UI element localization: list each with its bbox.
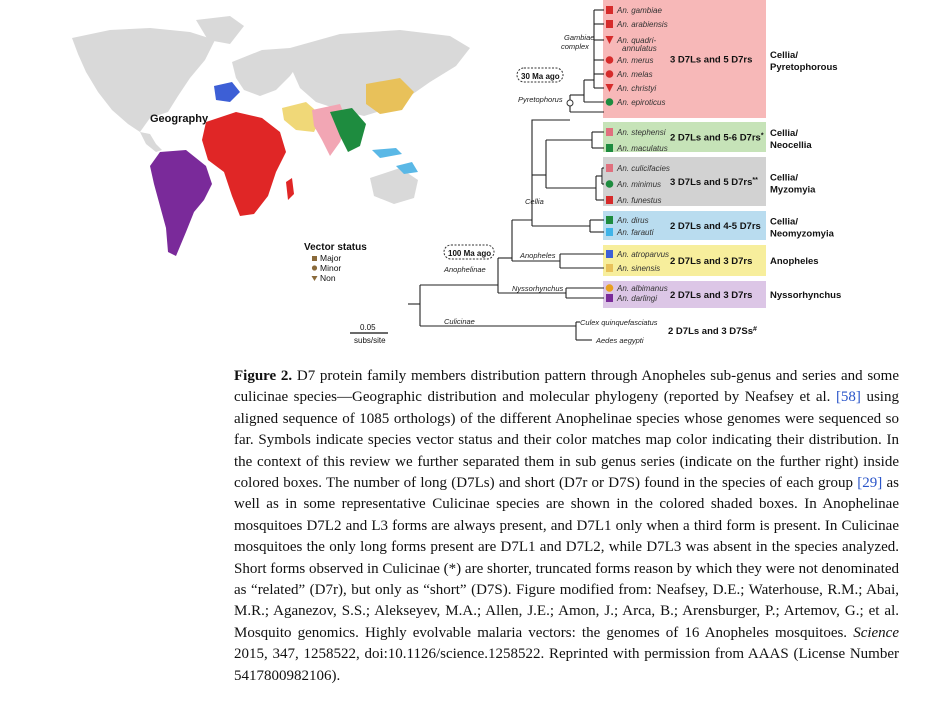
scale-bar-unit: subs/site — [354, 336, 386, 345]
scale-bar-value: 0.05 — [360, 323, 376, 332]
figure-panel — [0, 0, 948, 360]
group-counts: 2 D7Ls and 3 D7rs — [670, 290, 753, 301]
vector-status-non: Non — [320, 273, 336, 283]
species-name: An. atroparvus — [617, 250, 670, 259]
species-status-icon — [606, 70, 614, 78]
species-status-icon — [606, 6, 613, 14]
group-label: Cellia/ — [770, 172, 798, 184]
vector-status-minor: Minor — [320, 263, 342, 273]
species-name: An. albimanus — [617, 284, 668, 293]
group-counts-mark: ** — [752, 177, 758, 184]
map-europe-range — [214, 82, 240, 102]
ma100-label: 100 Ma ago — [448, 249, 492, 258]
group-counts: 2 D7Ls and 3 D7rs — [670, 256, 753, 267]
pyretophorus-node-label: Pyretophorus — [518, 95, 563, 104]
minor-circle-icon — [312, 265, 317, 270]
ma30-label: 30 Ma ago — [521, 72, 560, 81]
species-name: An. christyi — [617, 84, 657, 93]
species-name: An. sinensis — [617, 264, 661, 273]
species-name: An. quadri- — [617, 36, 657, 45]
caption-text-4: 2015, 347, 1258522, doi:10.1126/science.1258522. Reprinted with permission from AAAS (License Number 5417800982106). — [234, 646, 899, 684]
non-triangle-icon — [312, 276, 318, 281]
species-status-icon — [606, 144, 613, 152]
group-counts: 3 D7Ls and 5 D7rs** — [670, 177, 758, 188]
map-europe-base — [232, 48, 300, 96]
species-status-icon — [606, 284, 614, 292]
species-name: An. gambiae — [617, 6, 662, 15]
pyretophorus-node — [567, 100, 573, 106]
caption-text-2: using aligned sequence of 1085 orthologs) of the different Anophelinae species whose genomes were sequenced so far. Symbols indicate species vector status and their color matches map color indicating their distribution. In the context of this review we further separated them in sub genus series (indicate on the further right) inside colored boxes. The number of long (D7Ls) and short (D7r or D7S) found in the species of each group — [234, 389, 899, 492]
caption-text-1: D7 protein family members distribution pattern through Anopheles sub-genus and series and some culicinae species—Geographic distribution and molecular phylogeny (reported by Neafsey et al. — [234, 368, 899, 406]
vector-status-title: Vector status — [304, 242, 367, 253]
species-name: An. arabiensis — [617, 20, 668, 29]
map-south-america — [150, 150, 212, 256]
cellia-node-label: Cellia — [525, 197, 544, 206]
species-name: An. culicifacies — [617, 164, 670, 173]
group-label: Cellia/ — [770, 50, 798, 61]
vector-status-major: Major — [320, 253, 342, 263]
species-name: An. dirus — [617, 216, 649, 225]
species-name-cont: annulatus — [622, 44, 657, 53]
outgroup-aedes: Aedes aegypti — [596, 336, 644, 345]
map-africa — [202, 112, 286, 216]
species-name: An. stephensi — [617, 128, 666, 137]
vector-status-legend — [304, 242, 367, 283]
group-counts: 2 D7Ls and 5-6 D7rs* — [670, 132, 764, 144]
group-label: Neocellia — [770, 140, 812, 151]
culicinae-node-label: Culicinae — [444, 317, 475, 326]
species-status-icon — [606, 128, 613, 136]
map-central-america — [140, 132, 162, 152]
species-status-icon — [606, 98, 614, 106]
species-name: An. funestus — [617, 196, 662, 205]
species-status-icon — [606, 196, 613, 204]
group-label: Anopheles — [770, 256, 819, 267]
species-status-icon — [606, 20, 613, 28]
species-name: An. merus — [617, 56, 654, 65]
group-counts-mark: * — [760, 132, 764, 140]
species-status-icon — [606, 216, 613, 224]
group-label: Myzomyia — [770, 184, 816, 196]
caption-ref-58[interactable]: [58] — [835, 389, 861, 406]
map-madagascar — [286, 178, 294, 200]
species-name: An. maculatus — [617, 144, 668, 153]
group-label: Cellia/ — [770, 216, 798, 228]
major-square-icon — [312, 256, 317, 261]
species-status-icon — [606, 264, 613, 272]
figure-caption — [234, 366, 899, 687]
species-name: An. minimus — [617, 180, 662, 189]
species-status-icon — [606, 294, 613, 302]
world-map — [72, 16, 470, 256]
nyssorhynchus-node-label: Nyssorhynchus — [512, 284, 564, 293]
group-label: Neomyzomyia — [770, 228, 834, 240]
group-label: Pyretophorous — [770, 62, 838, 73]
group-counts: 2 D7Ls and 4-5 D7rs — [670, 221, 761, 232]
species-status-icon — [606, 164, 613, 172]
species-status-icon — [606, 56, 614, 64]
species-status-icon — [606, 180, 614, 188]
group-label: Cellia/ — [770, 128, 798, 139]
species-name: An. farauti — [617, 228, 654, 237]
caption-text-3: as well as in some representative Culicinae species are shown in the colored shaded boxes. In Anophelinae mosquitoes D7L2 and L3 forms are always present, and D7L1 only when a third form is present. In Culicinae mosquitoes the only long forms present are D7L1 and D7L2, while D7L3 was absent in the species analyzed. Short forms observed in Culicinae (*) are shorter, truncated forms reason by which they were not denominated as “related” (D7r), but only as “short” (D7S). Figure modified from: Neafsey, D.E.; Waterhouse, R.M.; Abai, M.R.; Aganezov, S.S.; Alekseyev, M.A.; Allen, J.E.; Amon, J.; Arca, B.; Arensburger, P.; Artemov, G.; et al. Mosquito genomics. Highly evolvable malaria vectors: the genomes of 16 Anopheles mosquitoes. — [234, 475, 899, 641]
species-name: An. melas — [617, 70, 653, 79]
species-name: An. darlingi — [617, 294, 658, 303]
anopheles-node-label: Anopheles — [520, 251, 556, 260]
group-label: Nyssorhynchus — [770, 290, 842, 301]
anophelinae-node-label: Anophelinae — [444, 265, 486, 274]
map-islands — [372, 148, 402, 158]
geography-label: Geography — [150, 113, 209, 125]
species-status-icon — [606, 228, 613, 236]
caption-journal: Science — [853, 624, 899, 641]
species-name: An. epiroticus — [617, 98, 666, 107]
gambiae-complex-label-2: complex — [561, 42, 589, 51]
species-status-icon — [606, 250, 613, 258]
map-australia — [370, 168, 418, 204]
caption-label: Figure 2. — [234, 368, 293, 384]
caption-ref-29[interactable]: [29] — [857, 475, 883, 492]
culicinae-counts: 2 D7Ls and 3 D7Ss# — [668, 326, 757, 337]
outgroup-culex: Culex quinquefasciatus — [580, 318, 658, 327]
gambiae-complex-label-1: Gambiae — [564, 33, 595, 42]
group-counts: 3 D7Ls and 5 D7rs — [670, 54, 753, 66]
